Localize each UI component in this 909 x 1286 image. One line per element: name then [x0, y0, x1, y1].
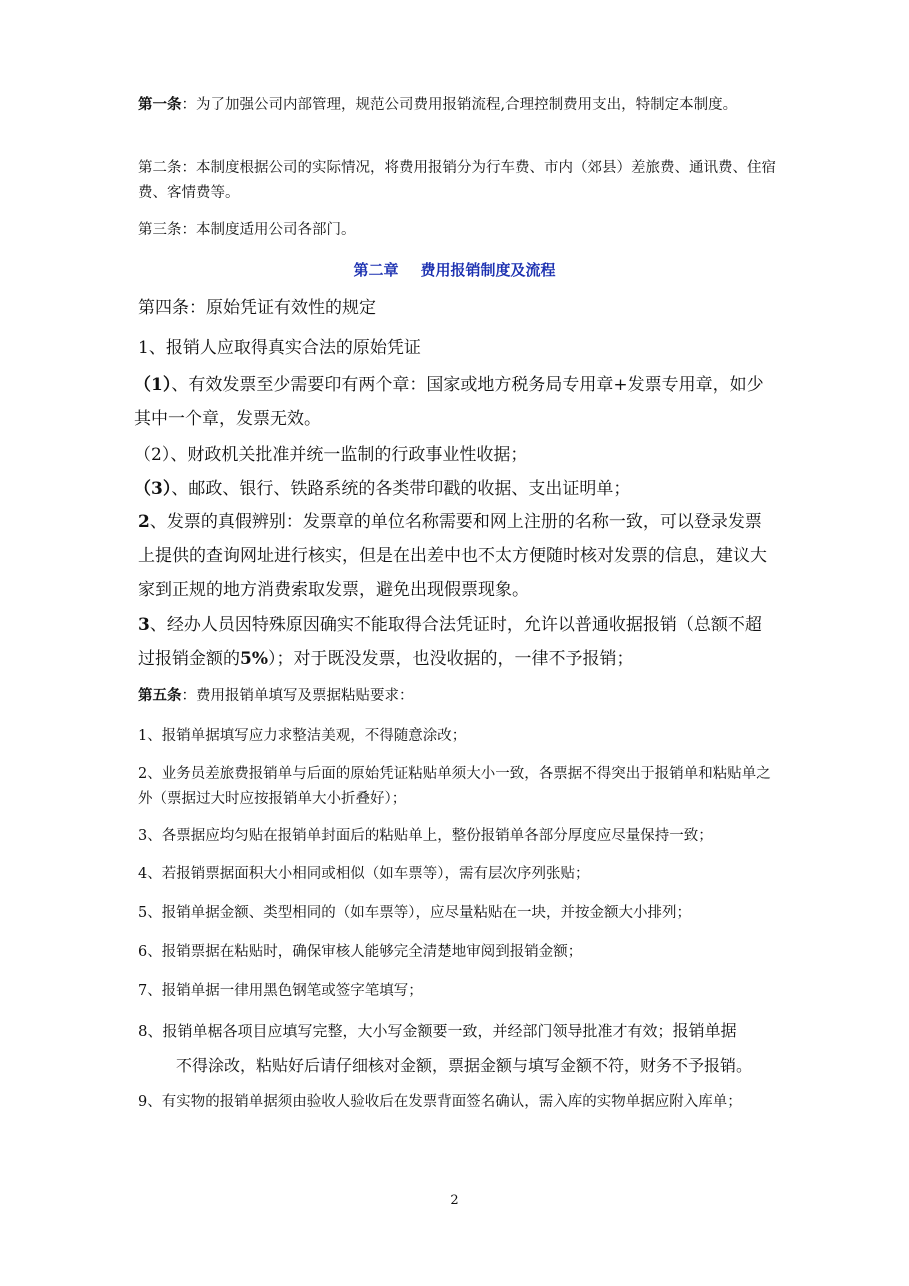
article-5-item-8: [138, 1017, 788, 1045]
item-3-text-b: ）；对于既没发票，也没收据的，一律不予报销；: [267, 649, 634, 669]
article-2: 第二条：本制度根据公司的实际情况，将费用报销分为行车费、市内（郊县）差旅费、通讯费、住宿费、客情费等。: [138, 160, 776, 201]
article-1: [138, 92, 778, 118]
item-3-text-a: 、经办人员因特殊原因确实不能取得合法凭证时，允许以普通收据报销（总额不超过报销金额的: [138, 615, 762, 669]
sub-1-text: 、有效发票至少需要印有两个章：国家或地方税务局专用章+发票专用章，如少其中一个章，发票无效。: [134, 375, 764, 429]
article-5-item-4: 4、若报销票据面积大小相同或相似（如车票等），需有层次序列张贴；: [138, 866, 590, 882]
page-number: 2: [450, 1193, 459, 1208]
article-4-item-2: [138, 505, 778, 607]
chapter-name: 费用报销制度及流程: [420, 261, 556, 279]
article-4-sub-3: [134, 472, 780, 506]
article-1-text: ：为了加强公司内部管理，规范公司费用报销流程,合理控制费用支出，特制定本制度。: [181, 97, 738, 113]
article-4-item-1: 1、报销人应取得真实合法的原始凭证: [138, 338, 421, 358]
item-2-text: 、发票的真假辨别：发票章的单位名称需要和网上注册的名称一致，可以登录发票上提供的查询网址进行核实，但是在出差中也不太方便随时核对发票的信息，建议大家到正规的地方消费索取发票，避免出现假票现象。: [138, 512, 767, 600]
chapter-number: 第二章: [353, 261, 399, 279]
article-5-item-8-continued: 不得涂改，粘贴好后请仔细核对金额，票据金额与填写金额不符，财务不予报销。: [176, 1056, 753, 1075]
article-4-item-3: [138, 608, 778, 676]
article-4-sub-1: [134, 368, 780, 436]
article-5-label: 第五条: [138, 687, 182, 704]
item-8-text: 8、报销单椐各项目应填写完整，大小写金额要一致，并经部门领导批准才有效；: [138, 1022, 673, 1040]
sub-3-number: （3）: [134, 479, 172, 499]
chapter-title: [0, 258, 909, 282]
article-4: 第四条：原始凭证有效性的规定: [138, 298, 376, 318]
article-5-text: ：费用报销单填写及票据粘贴要求：: [181, 688, 414, 704]
article-3: 第三条：本制度适用公司各部门。: [138, 222, 356, 238]
article-5-item-3: 3、各票据应均匀贴在报销单封面后的粘贴单上，整份报销单各部分厚度应尽量保持一致；: [138, 828, 713, 844]
article-5: [138, 683, 778, 709]
item-3-number: 3: [138, 615, 150, 635]
sub-1-number: （1）: [134, 375, 172, 395]
item-3-percent: 5%: [240, 649, 268, 669]
article-4-sub-2: （2）、财政机关批准并统一监制的行政事业性收据；: [134, 445, 528, 465]
article-5-item-6: 6、报销票据在粘贴时，确保审核人能够完全清楚地审阅到报销金额；: [138, 944, 583, 960]
article-5-item-9: 9、有实物的报销单据须由验收人验收后在发票背面签名确认，需入库的实物单据应附入库单；: [138, 1094, 742, 1110]
item-2-number: 2: [138, 512, 150, 532]
article-5-item-2: 2、业务员差旅费报销单与后面的原始凭证粘贴单须大小一致，各票据不得突出于报销单和粘贴单之外（票据过大时应按报销单大小折叠好）；: [138, 766, 771, 807]
article-5-item-1: 1、报销单据填写应力求整洁美观，不得随意涂改；: [138, 728, 467, 744]
item-8-emphasis-line-1: 报销单据: [672, 1021, 737, 1040]
article-1-label: 第一条: [138, 96, 182, 113]
article-5-item-5: 5、报销单据金额、类型相同的（如车票等），应尽量粘贴在一块，并按金额大小排列；: [138, 905, 691, 921]
article-5-item-7: 7、报销单据一律用黑色钢笔或签字笔填写；: [138, 983, 423, 999]
sub-3-text: 、邮政、银行、铁路系统的各类带印戳的收据、支出证明单；: [171, 479, 631, 499]
